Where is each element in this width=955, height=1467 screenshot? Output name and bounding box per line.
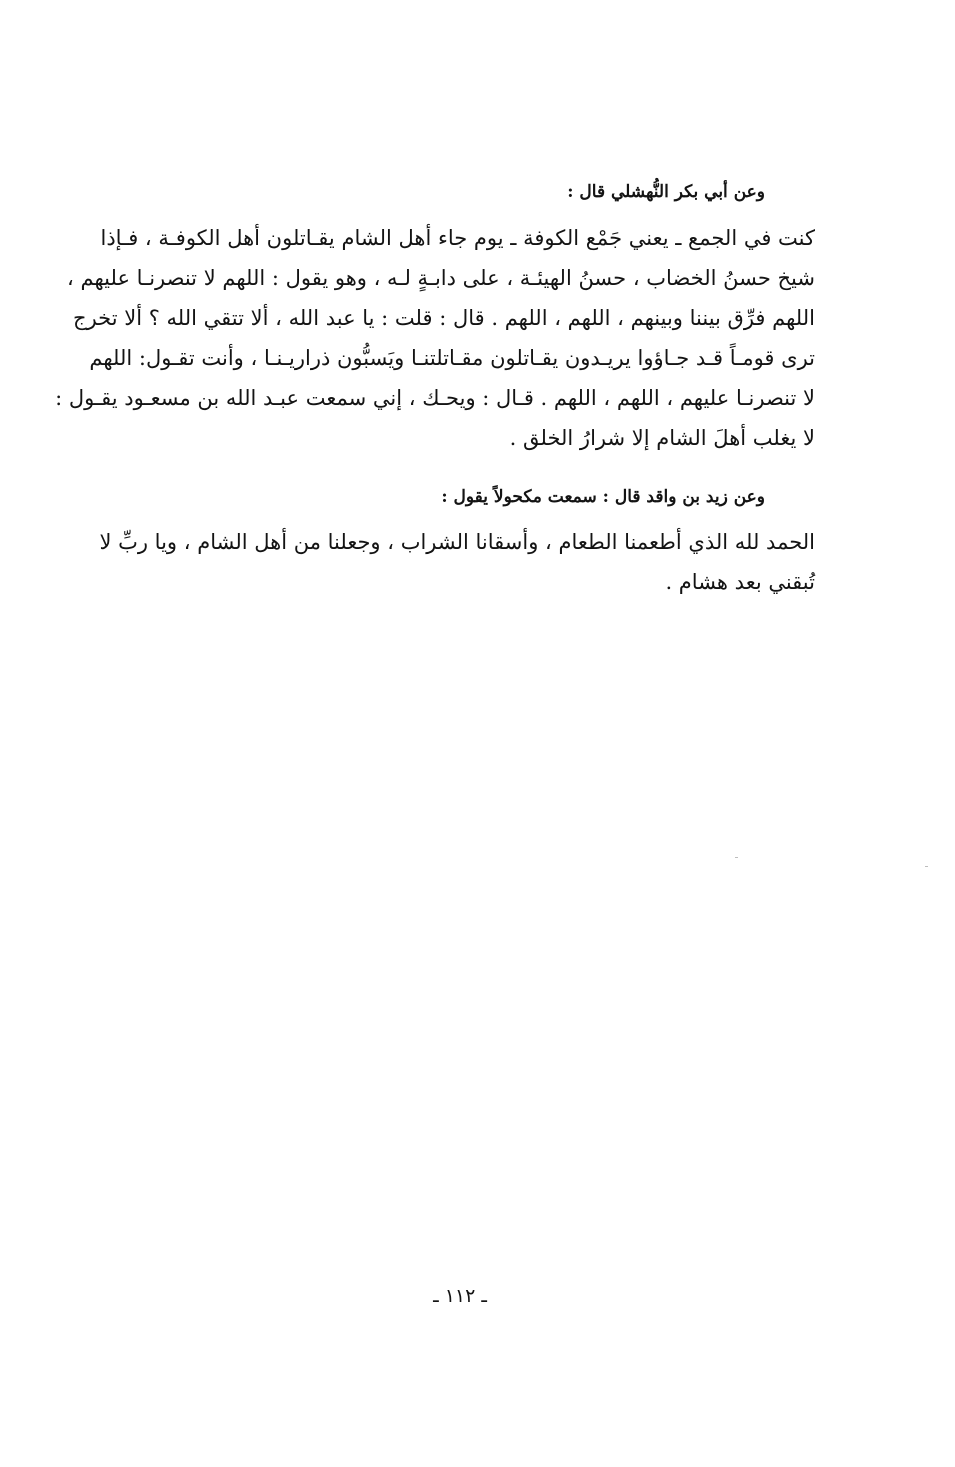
text-line: ترى قومـاً قـد جـاؤوا يريـدون يقـاتلون مقـاتلتنـا ويَسبُّون ذراريـنـا ، وأنت تقـول: اللهم bbox=[89, 346, 815, 370]
scan-speck bbox=[735, 857, 738, 858]
section-heading: وعن أبي بكر النُّهشلي قال : bbox=[567, 182, 765, 202]
page-number: ـ ١١٢ ـ bbox=[433, 1285, 487, 1307]
text-line: كنت في الجمع ـ يعني جَمْع الكوفة ـ يوم جاء أهل الشام يقـاتلون أهل الكوفـة ، فـإذا bbox=[100, 226, 815, 250]
scan-speck bbox=[925, 866, 928, 867]
text-line: لا يغلب أهلَ الشام إلا شرارُ الخلق . bbox=[509, 426, 815, 450]
text-line: اللهم فرِّق بيننا وبينهم ، اللهم ، اللهم . قال : قلت : يا عبد الله ، ألا تتقي الله ؟ ألا تخرج bbox=[73, 306, 815, 330]
paragraph bbox=[99, 522, 815, 602]
section-heading: وعن زيد بن واقد قال : سمعت مكحولاً يقول : bbox=[441, 487, 765, 507]
text-line: الحمد لله الذي أطعمنا الطعام ، وأسقانا الشراب ، وجعلنا من أهل الشام ، ويا ربِّ لا bbox=[99, 530, 815, 554]
paragraph bbox=[55, 218, 815, 458]
text-line: تُبقني بعد هشام . bbox=[665, 570, 815, 594]
text-line: لا تنصرنـا عليهم ، اللهم ، اللهم . قـال : ويحـك ، إني سمعت عبـد الله بن مسعـود يقـول : bbox=[55, 386, 815, 410]
text-line: شيخ حسنُ الخضاب ، حسنُ الهيئـة ، على دابـةٍ لـه ، وهو يقول : اللهم لا تنصرنـا عليهم ، bbox=[67, 266, 815, 290]
